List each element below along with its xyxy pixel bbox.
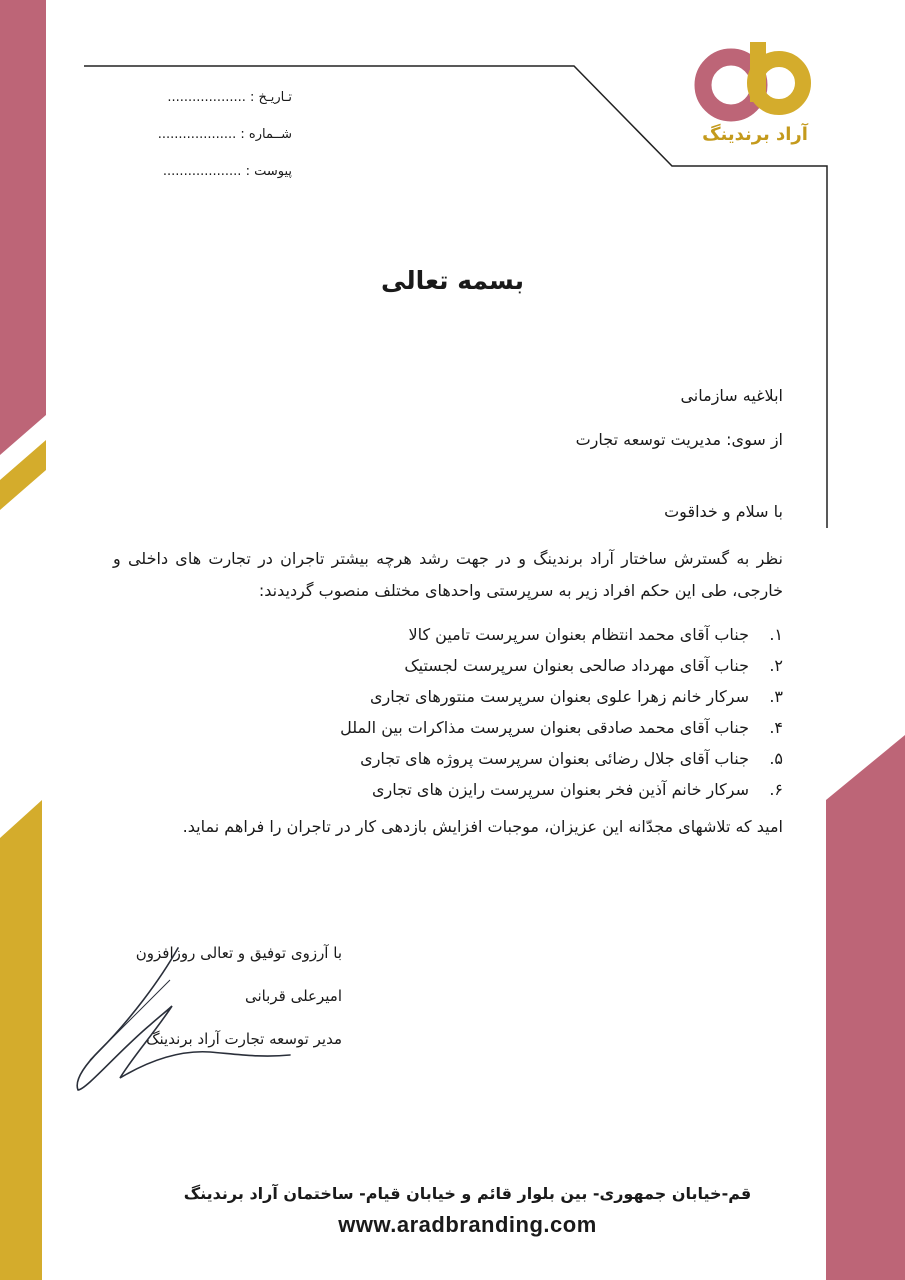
- list-item: [323, 743, 783, 774]
- list-item-text: جناب آقای محمد صادقی بعنوان سرپرست مذاکرات بین الملل: [340, 718, 749, 737]
- list-item: [323, 712, 783, 743]
- number-field: [112, 127, 292, 149]
- attachment-placeholder: ...................: [162, 164, 242, 179]
- signatory-position: مدیر توسعه تجارت آراد برندینگ: [146, 1030, 342, 1048]
- attachment-label: پیوست :: [245, 164, 292, 179]
- list-item: [323, 619, 783, 650]
- ab-monogram-icon: [690, 36, 820, 126]
- list-item-text: جناب آقای محمد انتظام بعنوان سرپرست تامین کالا: [408, 625, 749, 644]
- greeting: با سلام و خداقوت: [664, 502, 783, 521]
- appointments-list: [323, 619, 783, 805]
- signatory-name: امیرعلی قربانی: [244, 987, 342, 1005]
- from-line: از سوی: مدیریت توسعه تجارت: [575, 430, 783, 449]
- list-item-number: ۶.: [769, 780, 783, 799]
- list-item: [323, 650, 783, 681]
- closing-paragraph: امید که تلاشهای مجدّانه این عزیزان، موجبات افزایش بازدهی کار در تاجران را فراهم نماید.: [182, 817, 783, 836]
- logo-brand-name: آراد برندینگ: [702, 124, 808, 145]
- list-item-number: ۲.: [769, 656, 783, 675]
- letter-title: بسمه تعالی: [380, 266, 525, 295]
- left-gold-band: [0, 800, 42, 1280]
- date-label: تـاریـخ :: [250, 90, 292, 105]
- list-item-number: ۵.: [769, 749, 783, 768]
- list-item-number: ۱.: [769, 625, 783, 644]
- list-item: [323, 774, 783, 805]
- list-item: [323, 681, 783, 712]
- footer-address: قم-خیابان جمهوری- بین بلوار قائم و خیابان قیام- ساختمان آراد برندینگ: [183, 1184, 752, 1203]
- notice-type: ابلاغیه سازمانی: [680, 386, 783, 405]
- signature-wish: با آرزوی توفیق و تعالی روزافزون: [135, 944, 342, 962]
- handwritten-signature: [60, 940, 300, 1100]
- list-item-text: سرکار خانم زهرا علوی بعنوان سرپرست منتورهای تجاری: [369, 687, 749, 706]
- number-label: شــماره :: [240, 127, 292, 142]
- intro-paragraph: نظر به گسترش ساختار آراد برندینگ و در جهت رشد هرچه بیشتر تاجران در تجارت های داخلی و خارجی، طی این حکم افراد زیر به سرپرستی واحدهای مختلف منصوب گردیدند:: [113, 549, 783, 600]
- number-placeholder: ...................: [157, 127, 237, 142]
- company-logo: [690, 36, 820, 156]
- attachment-field: [112, 164, 292, 186]
- date-field: [112, 90, 292, 112]
- list-item-text: جناب آقای مهرداد صالحی بعنوان سرپرست لجستیک: [404, 656, 749, 675]
- date-placeholder: ...................: [167, 90, 246, 105]
- list-item-number: ۴.: [769, 718, 783, 737]
- list-item-text: جناب آقای جلال رضائی بعنوان سرپرست پروژه های تجاری: [360, 749, 749, 768]
- footer-website[interactable]: www.aradbranding.com: [338, 1212, 597, 1237]
- list-item-text: سرکار خانم آذین فخر بعنوان سرپرست رایزن های تجاری: [371, 780, 749, 799]
- list-item-number: ۳.: [769, 687, 783, 706]
